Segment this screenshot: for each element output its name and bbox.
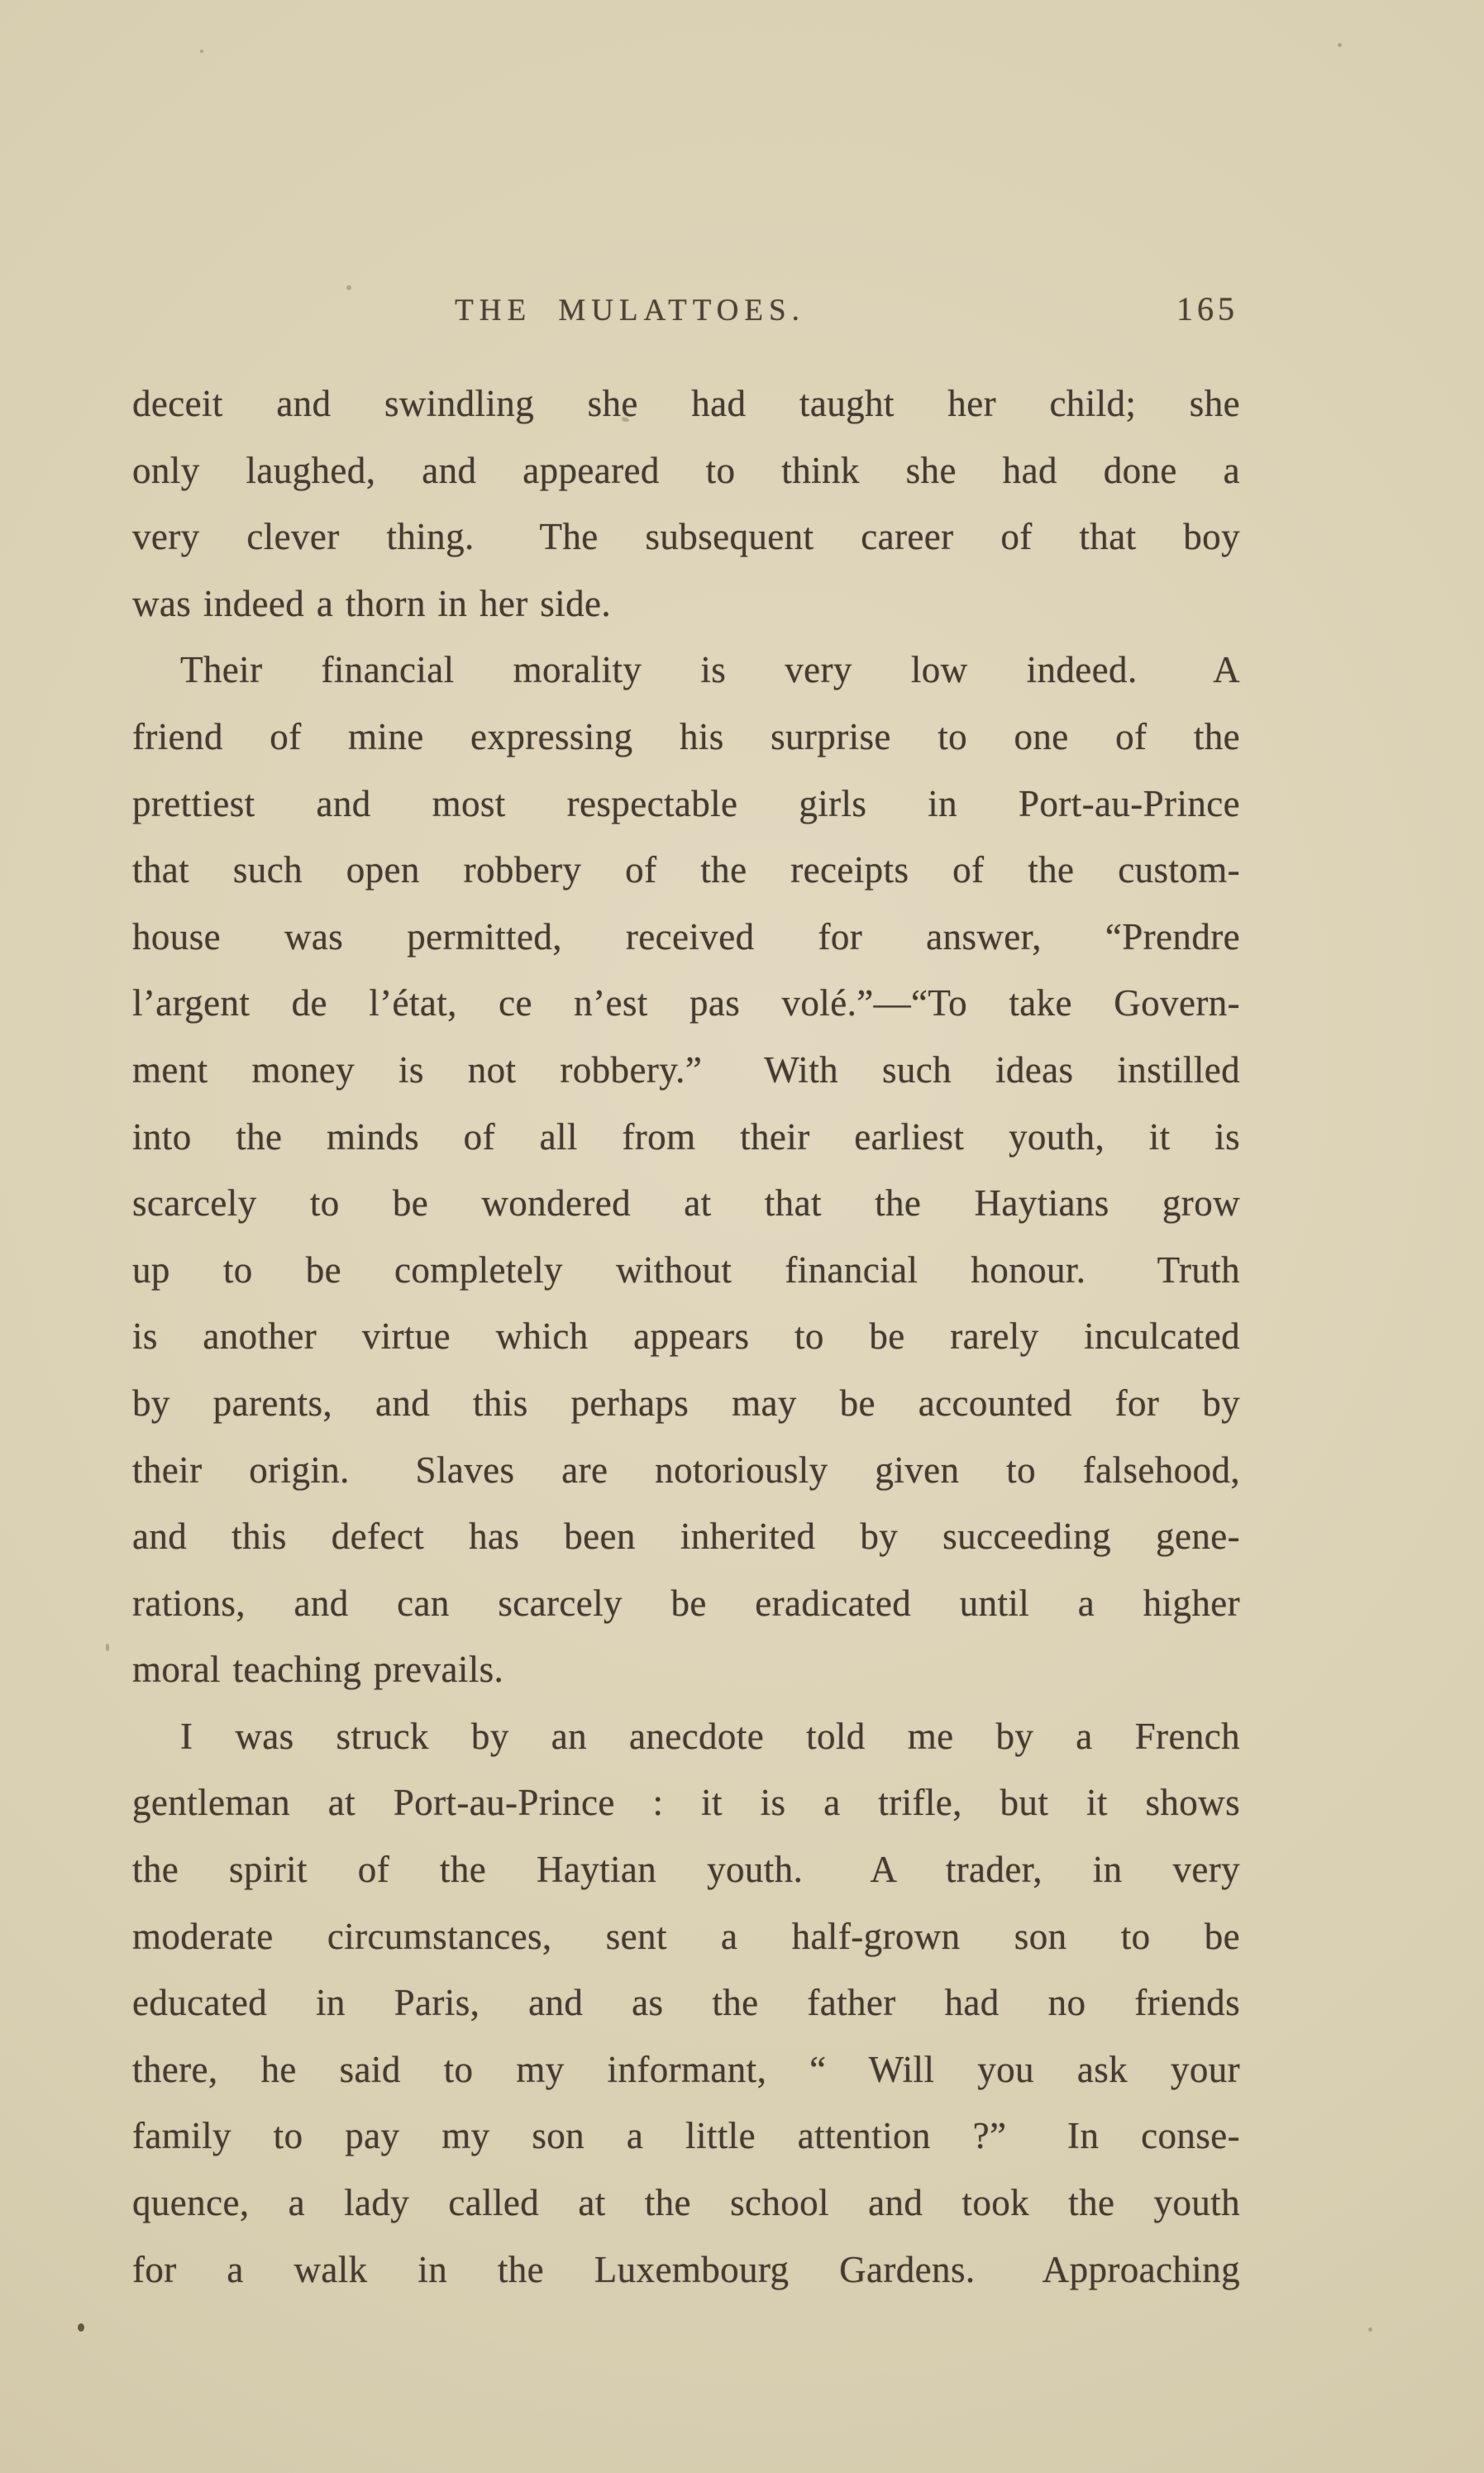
text-line: moral teaching prevails. xyxy=(132,1649,504,1691)
text-line: was indeed a thorn in her side. xyxy=(132,582,611,624)
ink-speck xyxy=(1338,43,1342,47)
text-line: very clever thing. The subsequent career of that boy xyxy=(132,516,1240,558)
text-line: for a walk in the Luxembourg Gardens. Approaching xyxy=(132,2248,1240,2290)
text-line: moderate circumstances, sent a half-grown son to be xyxy=(132,1915,1240,1957)
text-line: that such open robbery of the receipts of the custom- xyxy=(132,849,1240,891)
ink-speck xyxy=(106,1644,109,1651)
text-line: by parents, and this perhaps may be accounted for by xyxy=(132,1382,1240,1424)
text-line: educated in Paris, and as the father had no friends xyxy=(132,1982,1240,2024)
text-line: deceit and swindling she had taught her child; she xyxy=(132,383,1240,424)
text-line: only laughed, and appeared to think she had done a xyxy=(132,449,1240,491)
text-line: rations, and can scarcely be eradicated until a higher xyxy=(132,1582,1240,1624)
text-line: Their financial morality is very low indeed. A xyxy=(180,649,1240,691)
text-line: and this defect has been inherited by succeeding gene- xyxy=(132,1516,1240,1558)
ink-speck xyxy=(200,50,203,53)
text-line: l’argent de l’état, ce n’est pas volé.”—“To take Govern- xyxy=(132,982,1240,1024)
ink-speck xyxy=(1368,2327,1372,2332)
ink-speck xyxy=(346,285,351,290)
text-line: prettiest and most respectable girls in Port-au-Prince xyxy=(132,782,1240,824)
text-line: ment money is not robbery.” With such ideas instilled xyxy=(132,1048,1240,1091)
text-line: I was struck by an anecdote told me by a French xyxy=(180,1715,1240,1757)
text-line: friend of mine expressing his surprise to one of the xyxy=(132,715,1240,757)
text-line: there, he said to my informant, “ Will you ask your xyxy=(132,2048,1240,2090)
page-header xyxy=(132,290,1240,344)
page-number: 165 xyxy=(1176,290,1238,327)
running-title: THE MULATTOES. xyxy=(455,294,805,327)
text-line: gentleman at Port-au-Prince : it is a trifle, but it shows xyxy=(132,1782,1240,1824)
text-line: scarcely to be wondered at that the Haytians grow xyxy=(132,1182,1240,1225)
text-line: into the minds of all from their earliest youth, it is xyxy=(132,1115,1240,1158)
ink-speck xyxy=(78,2323,84,2332)
text-line: quence, a lady called at the school and took the youth xyxy=(132,2182,1240,2224)
text-line: house was permitted, received for answer, “Prendre xyxy=(132,915,1240,957)
text-line: the spirit of the Haytian youth. A trader, in very xyxy=(132,1849,1240,1891)
text-line: is another virtue which appears to be rarely inculcated xyxy=(132,1315,1240,1358)
text-line: family to pay my son a little attention ?” In conse- xyxy=(132,2115,1240,2157)
text-line: their origin. Slaves are notoriously given to falsehood, xyxy=(132,1449,1240,1491)
body-text xyxy=(132,370,1240,2303)
text-line: up to be completely without financial honour. Truth xyxy=(132,1248,1240,1291)
